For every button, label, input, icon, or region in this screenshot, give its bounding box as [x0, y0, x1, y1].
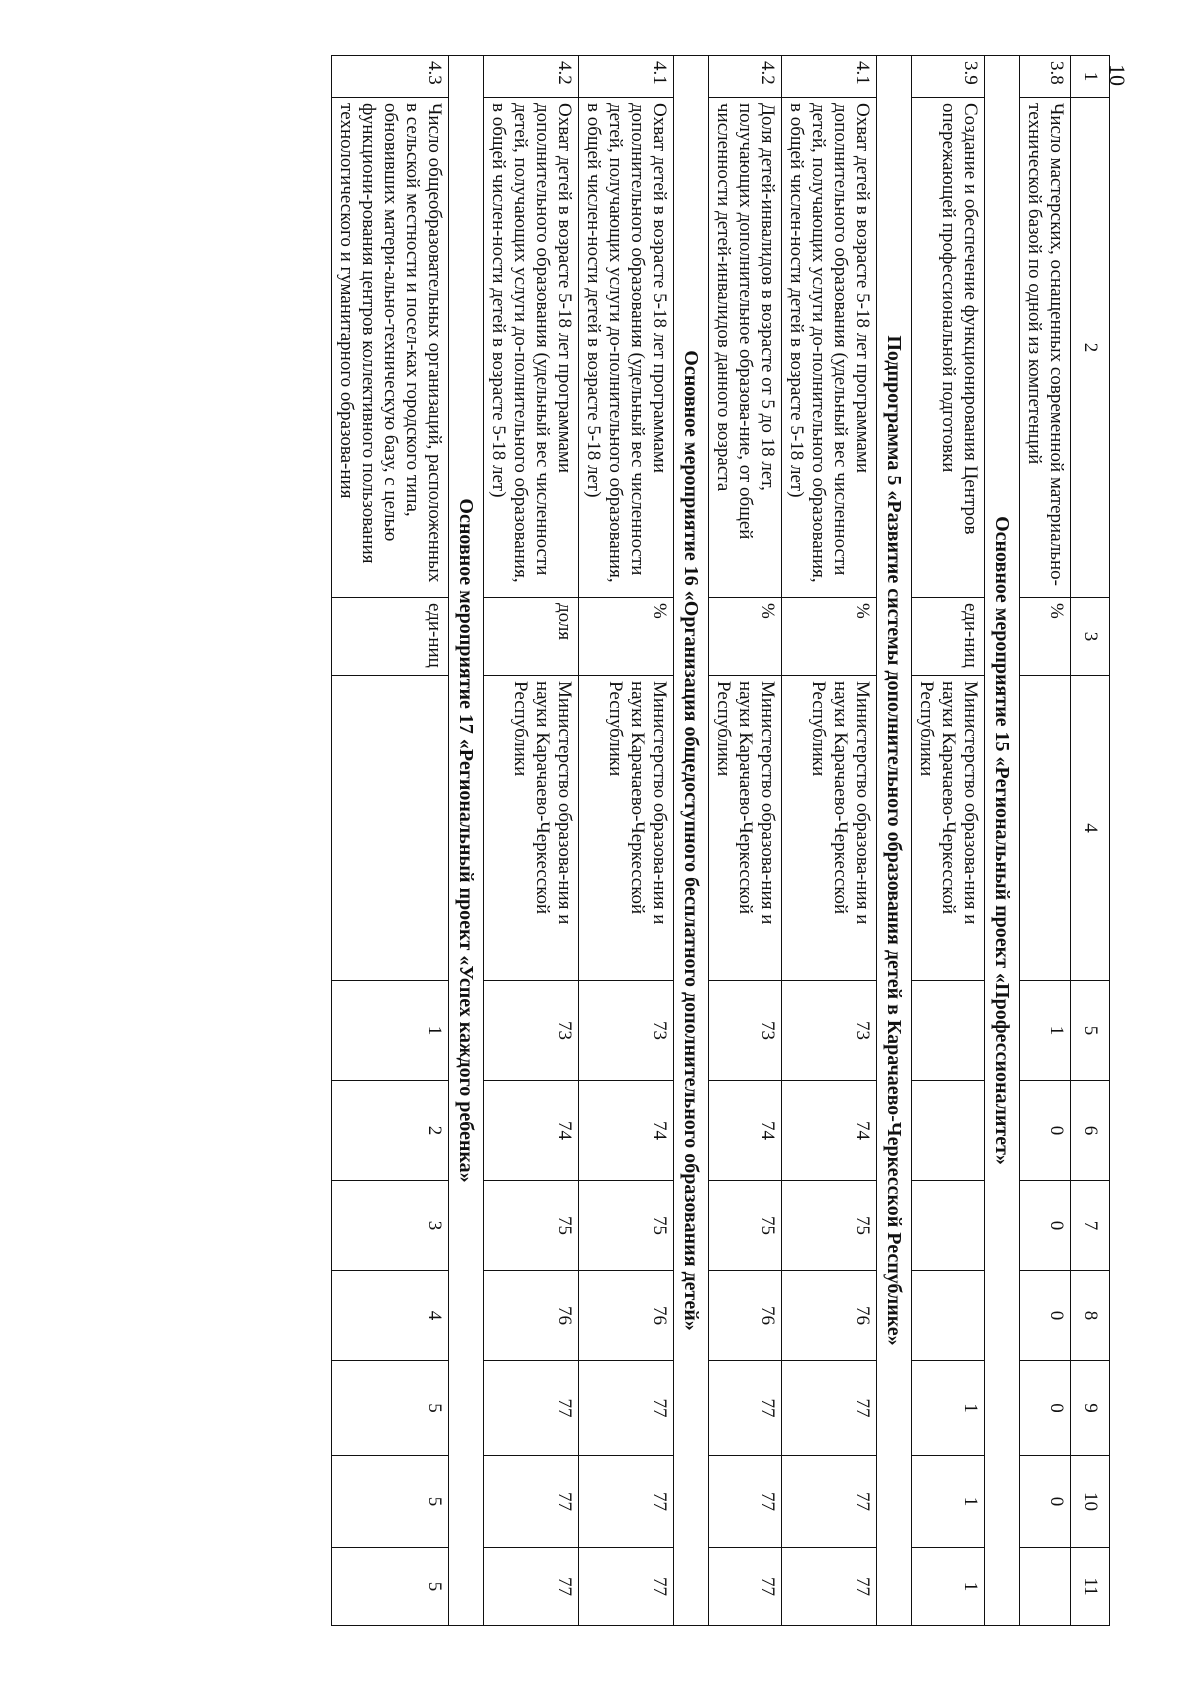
- table-cell: 3.9: [912, 56, 985, 98]
- table-cell: 77: [709, 1548, 782, 1626]
- section-header-row: [985, 56, 1020, 1626]
- table-cell: 75: [709, 1181, 782, 1271]
- table-cell: [1020, 676, 1071, 981]
- table-cell: 77: [709, 1361, 782, 1456]
- table-cell: Министерство образова-ния и науки Карачаево-Черкесской Республики: [782, 676, 877, 981]
- header-cell: 9: [1071, 1361, 1110, 1456]
- table-cell: 0: [1020, 1271, 1071, 1361]
- table-cell: [912, 1271, 985, 1361]
- table-cell: 5: [332, 1548, 449, 1626]
- table-body: [332, 56, 1110, 1626]
- section-header-row: [449, 56, 484, 1626]
- table-cell: 76: [782, 1271, 877, 1361]
- table-cell: [1020, 1548, 1071, 1626]
- table-cell: [332, 676, 449, 981]
- table-cell: 77: [484, 1456, 579, 1548]
- table-cell: 75: [579, 1181, 674, 1271]
- table-cell: %: [1020, 598, 1071, 676]
- table-cell: 77: [484, 1548, 579, 1626]
- header-cell: 1: [1071, 56, 1110, 98]
- table-cell: 77: [709, 1456, 782, 1548]
- table-row: [782, 56, 877, 1626]
- table-cell: Министерство образова-ния и науки Карачаево-Черкесской Республики: [912, 676, 985, 981]
- table-cell: еди-ниц: [912, 598, 985, 676]
- header-cell: 11: [1071, 1548, 1110, 1626]
- table-cell: 74: [579, 1081, 674, 1181]
- table-cell: 73: [709, 981, 782, 1081]
- table-cell: 73: [579, 981, 674, 1081]
- table-cell: Министерство образова-ния и науки Карачаево-Черкесской Республики: [579, 676, 674, 981]
- table-cell: 74: [782, 1081, 877, 1181]
- table-cell: 0: [1020, 1181, 1071, 1271]
- table-cell: 76: [484, 1271, 579, 1361]
- table-cell: Министерство образова-ния и науки Карачаево-Черкесской Республики: [484, 676, 579, 981]
- table-cell: 4.3: [332, 56, 449, 98]
- table-cell: 3.8: [1020, 56, 1071, 98]
- table-cell: 77: [484, 1361, 579, 1456]
- table-cell: 4: [332, 1271, 449, 1361]
- table-cell: 1: [912, 1548, 985, 1626]
- table-cell: 75: [484, 1181, 579, 1271]
- header-cell: 3: [1071, 598, 1110, 676]
- table-cell: 0: [1020, 1361, 1071, 1456]
- table-cell: 77: [782, 1456, 877, 1548]
- table-cell: Охват детей в возрасте 5-18 лет программами дополнительного образования (удельный вес численности детей, получающих услуги до-полнительного образования, в общей числен-ности детей в возрасте 5-18 лет): [484, 98, 579, 598]
- table-cell: 5: [332, 1456, 449, 1548]
- table-cell: [912, 1181, 985, 1271]
- table-cell: 4.1: [782, 56, 877, 98]
- header-cell: 4: [1071, 676, 1110, 981]
- header-cell: 10: [1071, 1456, 1110, 1548]
- header-cell: 7: [1071, 1181, 1110, 1271]
- section-title: Основное мероприятие 17 «Региональный проект «Успех каждого ребенка»: [449, 56, 484, 1626]
- table-cell: 77: [579, 1456, 674, 1548]
- table-cell: [912, 981, 985, 1081]
- table-cell: 77: [579, 1361, 674, 1456]
- table-cell: еди-ниц: [332, 598, 449, 676]
- table-cell: 76: [709, 1271, 782, 1361]
- table-cell: 73: [484, 981, 579, 1081]
- table-cell: 5: [332, 1361, 449, 1456]
- table-cell: 77: [782, 1361, 877, 1456]
- table-cell: 4.2: [484, 56, 579, 98]
- section-title: Подпрограмма 5 «Развитие системы дополнительного образования детей в Карачаево-Черкесской Республике»: [877, 56, 912, 1626]
- table-cell: 77: [579, 1548, 674, 1626]
- table-cell: 1: [912, 1456, 985, 1548]
- table-cell: 76: [579, 1271, 674, 1361]
- table-row: [912, 56, 985, 1626]
- table-row: [1020, 56, 1071, 1626]
- table-cell: 4.2: [709, 56, 782, 98]
- header-row: [1071, 56, 1110, 1626]
- table-cell: Министерство образова-ния и науки Карачаево-Черкесской Республики: [709, 676, 782, 981]
- table-cell: 0: [1020, 1456, 1071, 1548]
- table-cell: 75: [782, 1181, 877, 1271]
- table-cell: %: [709, 598, 782, 676]
- table-row: [484, 56, 579, 1626]
- table-cell: 74: [709, 1081, 782, 1181]
- table-cell: 1: [912, 1361, 985, 1456]
- table-cell: %: [782, 598, 877, 676]
- rotated-table-sheet: [90, 55, 1110, 1625]
- table-row: [579, 56, 674, 1626]
- header-cell: 2: [1071, 98, 1110, 598]
- table-cell: 1: [1020, 981, 1071, 1081]
- table-cell: Доля детей-инвалидов в возрасте от 5 до 18 лет, получающих дополнительное образова-ние, от общей численности детей-инвалидов данного возраста: [709, 98, 782, 598]
- header-cell: 5: [1071, 981, 1110, 1081]
- table-cell: %: [579, 598, 674, 676]
- table-cell: 4.1: [579, 56, 674, 98]
- section-title: Основное мероприятие 15 «Региональный проект «Профессионалитет»: [985, 56, 1020, 1626]
- table-cell: Число общеобразовательных организаций, расположенных в сельской местности и посел-ках городского типа, обновивших матери-ально-техническую базу, с целью функциони-рования центров коллективного пользования технологического и гуманитарного образова-ния: [332, 98, 449, 598]
- table-cell: [912, 1081, 985, 1181]
- table-cell: доля: [484, 598, 579, 676]
- header-cell: 8: [1071, 1271, 1110, 1361]
- table-cell: 3: [332, 1181, 449, 1271]
- section-title: Основное мероприятие 16 «Организация общедоступного бесплатного дополнительного образования детей»: [674, 56, 709, 1626]
- data-table: [331, 55, 1110, 1626]
- table-cell: 2: [332, 1081, 449, 1181]
- table-row: [709, 56, 782, 1626]
- table-cell: 73: [782, 981, 877, 1081]
- table-row: [332, 56, 449, 1626]
- table-cell: Создание и обеспечение функционирования Центров опережающей профессиональной подготовки: [912, 98, 985, 598]
- header-cell: 6: [1071, 1081, 1110, 1181]
- table-cell: Число мастерских, оснащенных современной материально-технической базой по одной из компетенций: [1020, 98, 1071, 598]
- section-header-row: [674, 56, 709, 1626]
- table-cell: 77: [782, 1548, 877, 1626]
- section-header-row: [877, 56, 912, 1626]
- table-cell: 1: [332, 981, 449, 1081]
- table-cell: Охват детей в возрасте 5-18 лет программами дополнительного образования (удельный вес численности детей, получающих услуги до-полнительного образования, в общей числен-ности детей в возрасте 5-18 лет): [782, 98, 877, 598]
- page-number: 10: [1105, 64, 1130, 86]
- table-cell: Охват детей в возрасте 5-18 лет программами дополнительного образования (удельный вес численности детей, получающих услуги до-полнительного образования, в общей числен-ности детей в возрасте 5-18 лет): [579, 98, 674, 598]
- table-cell: 0: [1020, 1081, 1071, 1181]
- table-cell: 74: [484, 1081, 579, 1181]
